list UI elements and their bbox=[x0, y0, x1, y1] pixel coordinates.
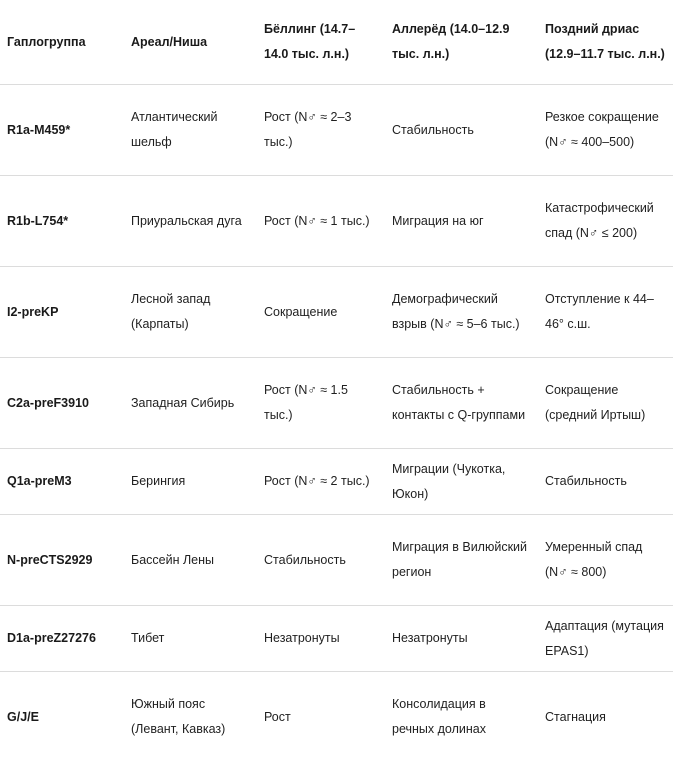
cell-allerod: Незатронуты bbox=[385, 606, 538, 672]
cell-area: Атлантический шельф bbox=[124, 85, 257, 176]
table-row bbox=[0, 672, 673, 762]
cell-haplogroup: R1a-M459* bbox=[0, 85, 124, 176]
header-bolling: Бёллинг (14.7–14.0 тыс. л.н.) bbox=[257, 0, 385, 85]
cell-bolling: Сокращение bbox=[257, 267, 385, 358]
table-row bbox=[0, 449, 673, 515]
header-allerod: Аллерёд (14.0–12.9 тыс. л.н.) bbox=[385, 0, 538, 85]
cell-allerod: Стабильность bbox=[385, 85, 538, 176]
header-area: Ареал/Ниша bbox=[124, 0, 257, 85]
cell-area: Южный пояс (Левант, Кавказ) bbox=[124, 672, 257, 762]
cell-bolling: Незатронуты bbox=[257, 606, 385, 672]
cell-area: Западная Сибирь bbox=[124, 358, 257, 449]
cell-younger-dryas: Стагнация bbox=[538, 672, 673, 762]
cell-allerod: Демографический взрыв (N♂ ≈ 5–6 тыс.) bbox=[385, 267, 538, 358]
cell-allerod: Стабильность + контакты с Q-группами bbox=[385, 358, 538, 449]
table-row bbox=[0, 515, 673, 606]
cell-allerod: Консолидация в речных долинах bbox=[385, 672, 538, 762]
cell-younger-dryas: Умеренный спад (N♂ ≈ 800) bbox=[538, 515, 673, 606]
table-header-row bbox=[0, 0, 673, 85]
header-younger-dryas: Поздний дриас (12.9–11.7 тыс. л.н.) bbox=[538, 0, 673, 85]
cell-area: Лесной запад (Карпаты) bbox=[124, 267, 257, 358]
header-haplogroup: Гаплогруппа bbox=[0, 0, 124, 85]
table-row bbox=[0, 85, 673, 176]
table-row bbox=[0, 358, 673, 449]
cell-haplogroup: R1b-L754* bbox=[0, 176, 124, 267]
cell-younger-dryas: Стабильность bbox=[538, 449, 673, 515]
cell-younger-dryas: Адаптация (мутация EPAS1) bbox=[538, 606, 673, 672]
cell-younger-dryas: Резкое сокращение (N♂ ≈ 400–500) bbox=[538, 85, 673, 176]
cell-area: Берингия bbox=[124, 449, 257, 515]
cell-younger-dryas: Сокращение (средний Иртыш) bbox=[538, 358, 673, 449]
cell-allerod: Миграция на юг bbox=[385, 176, 538, 267]
table-row bbox=[0, 267, 673, 358]
cell-allerod: Миграция в Вилюйский регион bbox=[385, 515, 538, 606]
cell-bolling: Рост (N♂ ≈ 2 тыс.) bbox=[257, 449, 385, 515]
table-row bbox=[0, 176, 673, 267]
cell-area: Бассейн Лены bbox=[124, 515, 257, 606]
cell-haplogroup: G/J/E bbox=[0, 672, 124, 762]
cell-haplogroup: I2-preKP bbox=[0, 267, 124, 358]
table-row bbox=[0, 606, 673, 672]
cell-haplogroup: Q1a-preM3 bbox=[0, 449, 124, 515]
cell-bolling: Рост (N♂ ≈ 2–3 тыс.) bbox=[257, 85, 385, 176]
cell-bolling: Рост (N♂ ≈ 1.5 тыс.) bbox=[257, 358, 385, 449]
cell-area: Приуральская дуга bbox=[124, 176, 257, 267]
cell-bolling: Рост (N♂ ≈ 1 тыс.) bbox=[257, 176, 385, 267]
cell-bolling: Рост bbox=[257, 672, 385, 762]
cell-haplogroup: D1a-preZ27276 bbox=[0, 606, 124, 672]
cell-haplogroup: N-preCTS2929 bbox=[0, 515, 124, 606]
cell-allerod: Миграции (Чукотка, Юкон) bbox=[385, 449, 538, 515]
cell-area: Тибет bbox=[124, 606, 257, 672]
cell-younger-dryas: Катастрофический спад (N♂ ≤ 200) bbox=[538, 176, 673, 267]
cell-younger-dryas: Отступление к 44–46° с.ш. bbox=[538, 267, 673, 358]
cell-haplogroup: C2a-preF3910 bbox=[0, 358, 124, 449]
cell-bolling: Стабильность bbox=[257, 515, 385, 606]
